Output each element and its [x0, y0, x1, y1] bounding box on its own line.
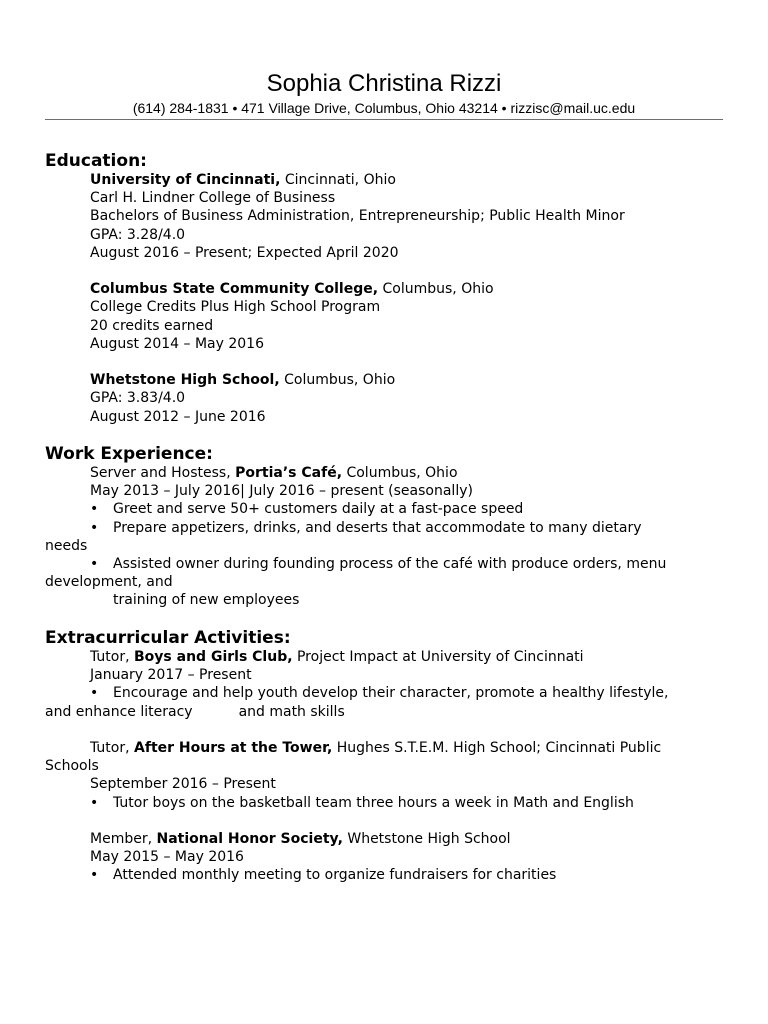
work-section: [45, 444, 735, 610]
work-employer: Portia’s Café,: [235, 465, 343, 481]
header-divider: [45, 119, 723, 120]
tower-detail: Hughes S.T.E.M. High School; Cincinnati Public: [332, 740, 662, 756]
tower-role: Tutor,: [90, 740, 135, 756]
cscc-credits: 20 credits earned: [90, 317, 214, 334]
uc-college: Carl H. Lindner College of Business: [90, 190, 336, 207]
bullet-icon: •: [90, 519, 99, 536]
tower-detail-wrap: Schools: [45, 758, 99, 775]
extracurricular-heading: Extracurricular Activities:: [45, 628, 291, 648]
bgc-bullet-1-wrap-a: and enhance literacy: [45, 703, 193, 720]
tower-line: [45, 739, 735, 757]
bgc-bullet-1-wrap: [45, 703, 735, 721]
bgc-bullet-1-wrap-b: and math skills: [238, 703, 345, 720]
cscc-dates: August 2014 – May 2016: [90, 335, 264, 352]
spacer: [45, 812, 735, 830]
whs-dates: August 2012 – June 2016: [90, 408, 266, 425]
work-heading: Work Experience:: [45, 444, 213, 464]
bgc-dates: January 2017 – Present: [90, 667, 252, 684]
work-bullet-1: [45, 500, 735, 518]
spacer: [45, 353, 735, 371]
bullet-icon: •: [90, 794, 99, 811]
nhs-dates: May 2015 – May 2016: [90, 849, 244, 866]
cscc-school-line: [45, 280, 735, 298]
work-bullet-2: [45, 519, 735, 537]
uc-location: Cincinnati, Ohio: [280, 172, 396, 188]
work-bullet-2-wrap: needs: [45, 537, 88, 554]
tower-dates: September 2016 – Present: [90, 776, 276, 793]
work-dates: May 2013 – July 2016| July 2016 – present (seasonally): [90, 483, 473, 500]
whs-gpa: GPA: 3.83/4.0: [90, 390, 186, 407]
uc-school-line: [45, 171, 735, 189]
uc-gpa: GPA: 3.28/4.0: [90, 226, 186, 243]
work-bullet-1-text: Greet and serve 50+ customers daily at a fast-pace speed: [113, 501, 524, 518]
bullet-icon: •: [90, 867, 99, 884]
spacer: [45, 262, 735, 280]
whs-school-line: [45, 371, 735, 389]
tower-bullet-1: [45, 794, 735, 812]
bgc-bullet-1: [45, 684, 735, 702]
bullet-icon: •: [90, 501, 99, 518]
work-bullet-3: [45, 555, 735, 573]
work-role-line: [45, 464, 735, 482]
cscc-school: Columbus State Community College,: [90, 281, 379, 298]
work-bullet-3-wrap: development, and: [45, 574, 173, 591]
tower-org: After Hours at the Tower,: [134, 740, 333, 756]
nhs-org: National Honor Society,: [156, 831, 343, 847]
work-bullet-3-text: Assisted owner during founding process of the café with produce orders, menu: [113, 556, 667, 573]
whs-school: Whetstone High School,: [90, 372, 280, 389]
contact-line: (614) 284-1831 • 471 Village Drive, Columbus, Ohio 43214 • rizzisc@mail.uc.edu: [132, 100, 636, 116]
work-location: Columbus, Ohio: [342, 465, 458, 481]
work-bullet-3-wrap-2: training of new employees: [113, 592, 300, 609]
uc-school: University of Cincinnati,: [90, 172, 281, 188]
work-bullet-2-text: Prepare appetizers, drinks, and deserts that accommodate to many dietary: [113, 519, 642, 536]
bgc-detail: Project Impact at University of Cincinnati: [292, 649, 584, 665]
extracurricular-section: [45, 628, 735, 885]
cscc-location: Columbus, Ohio: [378, 281, 494, 298]
work-role: Server and Hostess,: [90, 465, 236, 481]
nhs-bullet-1-text: Attended monthly meeting to organize fundraisers for charities: [113, 867, 557, 884]
nhs-line: [45, 830, 735, 848]
spacer: [45, 721, 735, 739]
uc-dates: August 2016 – Present; Expected April 2020: [90, 244, 399, 261]
uc-degree: Bachelors of Business Administration, Entrepreneurship; Public Health Minor: [90, 208, 625, 225]
bullet-icon: •: [90, 685, 99, 702]
bgc-role: Tutor,: [90, 649, 135, 665]
nhs-detail: Whetstone High School: [342, 831, 511, 847]
bgc-bullet-1-text: Encourage and help youth develop their character, promote a healthy lifestyle,: [113, 685, 669, 702]
tower-bullet-1-text: Tutor boys on the basketball team three hours a week in Math and English: [113, 794, 634, 811]
bullet-icon: •: [90, 556, 99, 573]
bgc-line: [45, 648, 735, 666]
bgc-org: Boys and Girls Club,: [134, 649, 293, 665]
nhs-role: Member,: [90, 831, 157, 847]
candidate-name: Sophia Christina Rizzi: [266, 70, 502, 97]
whs-location: Columbus, Ohio: [279, 372, 396, 389]
nhs-bullet-1: [45, 866, 735, 884]
cscc-program: College Credits Plus High School Program: [90, 299, 381, 316]
education-heading: Education:: [45, 151, 147, 171]
education-section: [45, 151, 735, 426]
